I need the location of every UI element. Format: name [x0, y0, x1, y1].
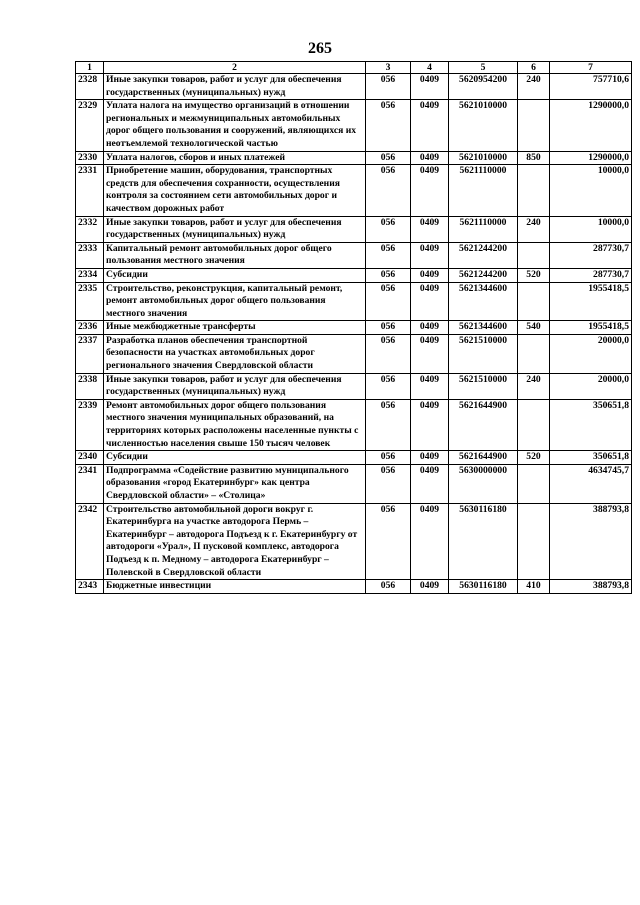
row-amount: 4634745,7 [550, 464, 632, 503]
table-row [76, 216, 632, 242]
row-number: 2339 [76, 399, 104, 450]
table-header-row [76, 62, 632, 74]
row-number: 2328 [76, 74, 104, 100]
row-target-code: 5621644900 [449, 399, 518, 450]
row-number: 2332 [76, 216, 104, 242]
row-number: 2336 [76, 321, 104, 335]
row-section-code: 0409 [411, 464, 449, 503]
row-section-code: 0409 [411, 242, 449, 268]
row-expense-type-code [518, 242, 550, 268]
row-section-code: 0409 [411, 503, 449, 580]
row-target-code: 5621510000 [449, 334, 518, 373]
row-expense-type-code [518, 334, 550, 373]
row-name: Строительство, реконструкция, капитальный ремонт, ремонт автомобильных дорог общего пользования местного значения [104, 282, 366, 321]
row-expense-type-code [518, 464, 550, 503]
row-section-code: 0409 [411, 451, 449, 465]
column-header: 3 [366, 62, 411, 74]
row-amount: 10000,0 [550, 216, 632, 242]
row-number: 2329 [76, 100, 104, 151]
table-row [76, 464, 632, 503]
row-name: Уплата налога на имущество организаций в отношении региональных и межмуниципальных автомобильных дорог общего пользования и сооружений, являющихся их неотъемлемой технологической частью [104, 100, 366, 151]
table-row [76, 503, 632, 580]
table-row [76, 373, 632, 399]
row-number: 2338 [76, 373, 104, 399]
table-row [76, 100, 632, 151]
row-target-code: 5630116180 [449, 503, 518, 580]
row-expense-type-code [518, 503, 550, 580]
row-name: Иные межбюджетные трансферты [104, 321, 366, 335]
row-section-code: 0409 [411, 74, 449, 100]
row-ved-code: 056 [366, 242, 411, 268]
table-row [76, 399, 632, 450]
row-name: Приобретение машин, оборудования, транспортных средств для обеспечения сохранности, осуществления контроля за состоянием сети автомобильных дорог и качеством дорожных работ [104, 165, 366, 216]
row-expense-type-code [518, 165, 550, 216]
budget-table [75, 61, 632, 594]
row-number: 2341 [76, 464, 104, 503]
row-target-code: 5621344600 [449, 282, 518, 321]
row-ved-code: 056 [366, 399, 411, 450]
row-target-code: 5630000000 [449, 464, 518, 503]
row-section-code: 0409 [411, 216, 449, 242]
row-name: Ремонт автомобильных дорог общего пользования местного значения муниципальных образований, на территориях которых расположены населенные пункты с численностью населения свыше 150 тысяч человек [104, 399, 366, 450]
row-amount: 20000,0 [550, 334, 632, 373]
table-row [76, 334, 632, 373]
table-row [76, 282, 632, 321]
row-ved-code: 056 [366, 334, 411, 373]
column-header: 7 [550, 62, 632, 74]
row-target-code: 5621110000 [449, 165, 518, 216]
row-amount: 757710,6 [550, 74, 632, 100]
row-expense-type-code: 240 [518, 373, 550, 399]
row-ved-code: 056 [366, 216, 411, 242]
column-header: 6 [518, 62, 550, 74]
row-ved-code: 056 [366, 282, 411, 321]
row-number: 2335 [76, 282, 104, 321]
row-section-code: 0409 [411, 151, 449, 165]
row-expense-type-code [518, 100, 550, 151]
row-target-code: 5620954200 [449, 74, 518, 100]
row-ved-code: 056 [366, 165, 411, 216]
table-row [76, 242, 632, 268]
row-section-code: 0409 [411, 100, 449, 151]
column-header: 5 [449, 62, 518, 74]
row-ved-code: 056 [366, 451, 411, 465]
row-number: 2343 [76, 580, 104, 594]
row-amount: 20000,0 [550, 373, 632, 399]
row-name: Капитальный ремонт автомобильных дорог общего пользования местного значения [104, 242, 366, 268]
row-ved-code: 056 [366, 100, 411, 151]
row-number: 2337 [76, 334, 104, 373]
row-amount: 1290000,0 [550, 100, 632, 151]
row-ved-code: 056 [366, 268, 411, 282]
page-number: 265 [308, 40, 332, 57]
row-ved-code: 056 [366, 74, 411, 100]
table-row [76, 321, 632, 335]
row-target-code: 5621010000 [449, 151, 518, 165]
row-section-code: 0409 [411, 268, 449, 282]
row-target-code: 5621244200 [449, 242, 518, 268]
row-amount: 350651,8 [550, 451, 632, 465]
row-section-code: 0409 [411, 399, 449, 450]
row-expense-type-code: 240 [518, 74, 550, 100]
table-row [76, 74, 632, 100]
row-name: Иные закупки товаров, работ и услуг для обеспечения государственных (муниципальных) нужд [104, 216, 366, 242]
column-header: 1 [76, 62, 104, 74]
table-row [76, 151, 632, 165]
row-expense-type-code [518, 399, 550, 450]
row-name: Иные закупки товаров, работ и услуг для обеспечения государственных (муниципальных) нужд [104, 74, 366, 100]
row-expense-type-code: 240 [518, 216, 550, 242]
column-header: 2 [104, 62, 366, 74]
row-number: 2340 [76, 451, 104, 465]
row-expense-type-code: 520 [518, 268, 550, 282]
row-expense-type-code: 540 [518, 321, 550, 335]
row-ved-code: 056 [366, 151, 411, 165]
row-ved-code: 056 [366, 321, 411, 335]
row-expense-type-code [518, 282, 550, 321]
row-section-code: 0409 [411, 580, 449, 594]
row-amount: 10000,0 [550, 165, 632, 216]
row-target-code: 5621344600 [449, 321, 518, 335]
row-ved-code: 056 [366, 580, 411, 594]
row-name: Субсидии [104, 451, 366, 465]
row-target-code: 5621244200 [449, 268, 518, 282]
row-number: 2330 [76, 151, 104, 165]
row-target-code: 5630116180 [449, 580, 518, 594]
row-section-code: 0409 [411, 373, 449, 399]
row-target-code: 5621510000 [449, 373, 518, 399]
row-section-code: 0409 [411, 165, 449, 216]
row-name: Уплата налогов, сборов и иных платежей [104, 151, 366, 165]
row-expense-type-code: 520 [518, 451, 550, 465]
table-row [76, 580, 632, 594]
row-ved-code: 056 [366, 503, 411, 580]
row-amount: 1955418,5 [550, 321, 632, 335]
row-expense-type-code: 850 [518, 151, 550, 165]
table-row [76, 451, 632, 465]
row-number: 2334 [76, 268, 104, 282]
column-header: 4 [411, 62, 449, 74]
row-target-code: 5621644900 [449, 451, 518, 465]
row-name: Разработка планов обеспечения транспортной безопасности на участках автомобильных дорог регионального значения Свердловской области [104, 334, 366, 373]
row-name: Субсидии [104, 268, 366, 282]
row-amount: 388793,8 [550, 503, 632, 580]
row-section-code: 0409 [411, 282, 449, 321]
row-amount: 1290000,0 [550, 151, 632, 165]
row-ved-code: 056 [366, 373, 411, 399]
row-amount: 388793,8 [550, 580, 632, 594]
table-row [76, 268, 632, 282]
row-ved-code: 056 [366, 464, 411, 503]
row-amount: 350651,8 [550, 399, 632, 450]
row-amount: 1955418,5 [550, 282, 632, 321]
row-number: 2331 [76, 165, 104, 216]
row-amount: 287730,7 [550, 268, 632, 282]
row-name: Бюджетные инвестиции [104, 580, 366, 594]
row-number: 2342 [76, 503, 104, 580]
row-section-code: 0409 [411, 321, 449, 335]
row-name: Подпрограмма «Содействие развитию муниципального образования «город Екатеринбург» как центра Свердловской области» – «Столица» [104, 464, 366, 503]
row-amount: 287730,7 [550, 242, 632, 268]
row-target-code: 5621110000 [449, 216, 518, 242]
row-target-code: 5621010000 [449, 100, 518, 151]
row-section-code: 0409 [411, 334, 449, 373]
table-row [76, 165, 632, 216]
row-name: Строительство автомобильной дороги вокруг г. Екатеринбурга на участке автодорога Пермь – Екатеринбург – автодорога Подъезд к г. Екатеринбургу от автодороги «Урал», II пусковой комплекс, автодорога Подъезд к п. Медному – автодорога Екатеринбург – Полевской в Свердловской области [104, 503, 366, 580]
row-number: 2333 [76, 242, 104, 268]
row-name: Иные закупки товаров, работ и услуг для обеспечения государственных (муниципальных) нужд [104, 373, 366, 399]
row-expense-type-code: 410 [518, 580, 550, 594]
